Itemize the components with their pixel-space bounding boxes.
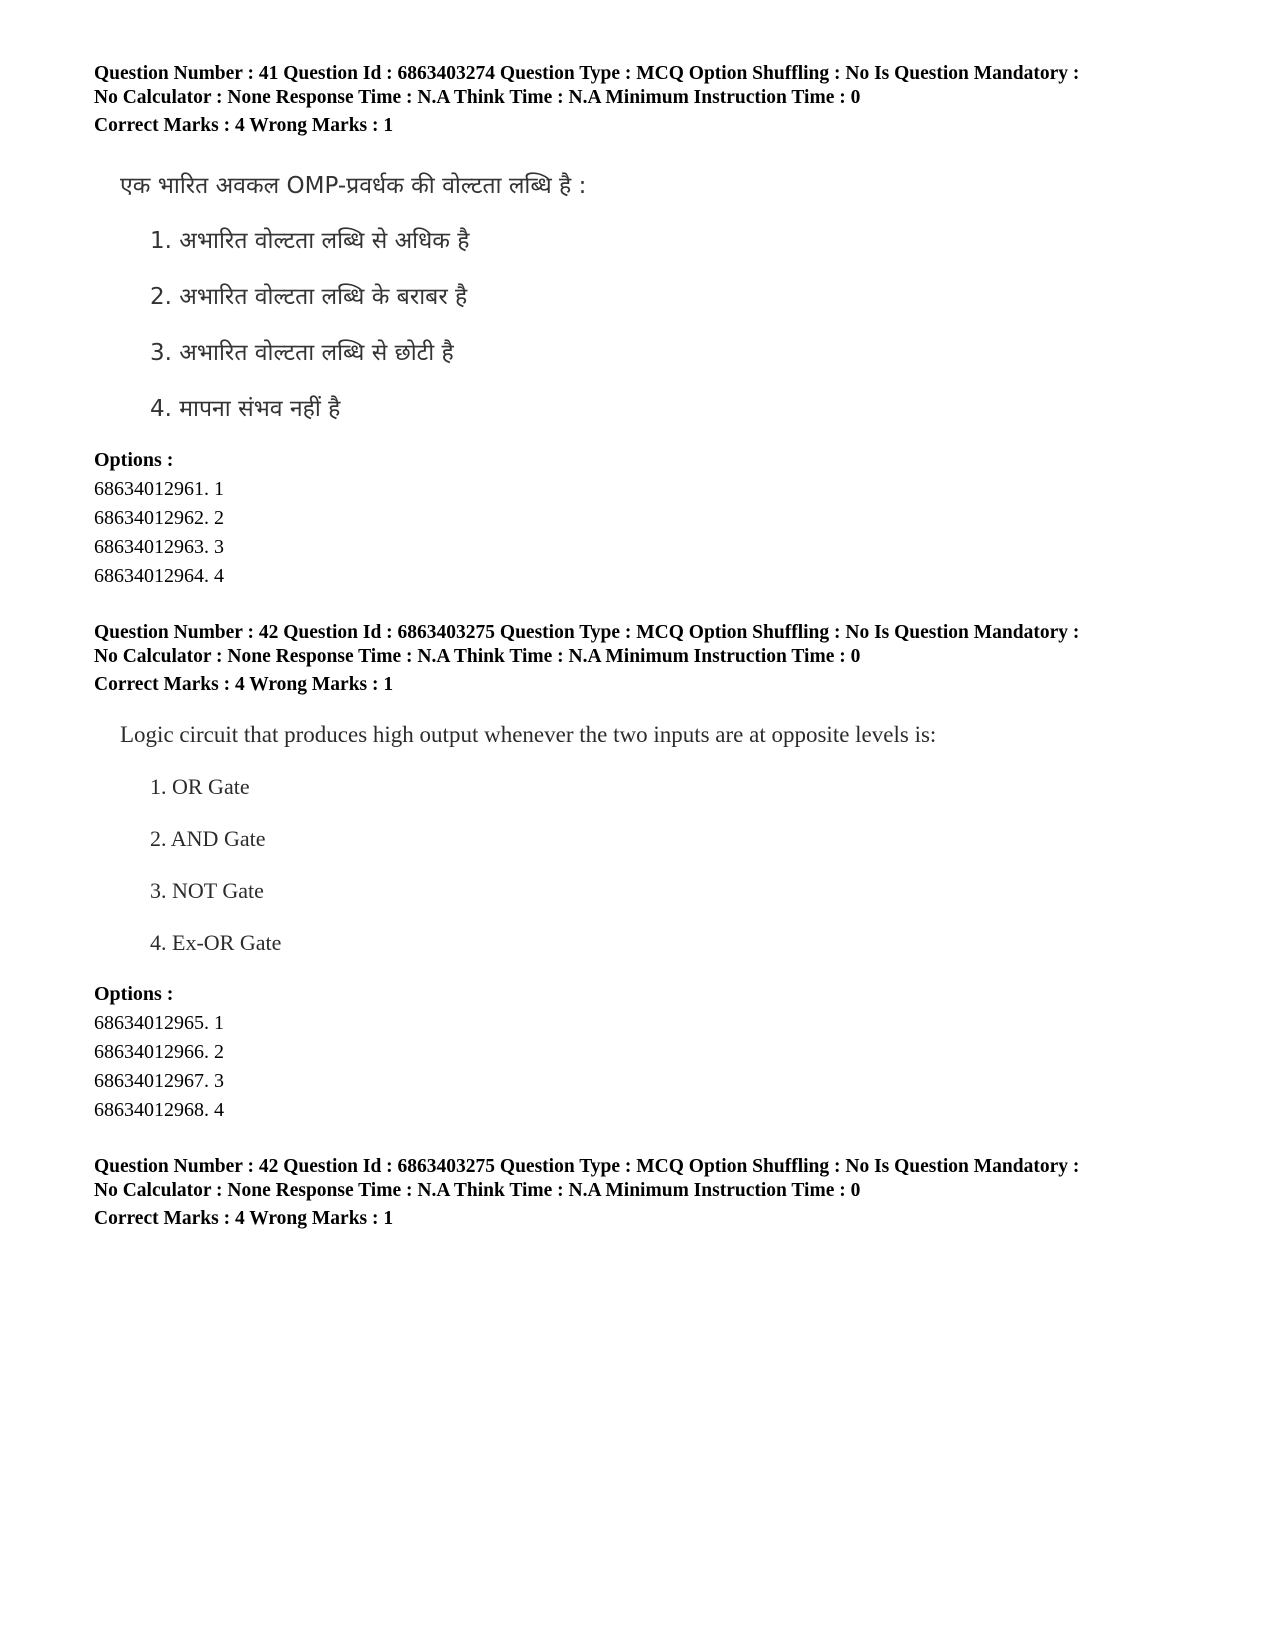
question-meta-line: No Calculator : None Response Time : N.A Think Time : N.A Minimum Instruction Time : 0 [94,1180,861,1201]
option-row: 68634012961. 1 [94,478,224,500]
question-choice: 3. NOT Gate [150,878,264,903]
question-meta-line: Question Number : 41 Question Id : 6863403274 Question Type : MCQ Option Shuffling : No Is Question Mandatory : [94,63,1080,84]
question-42-repeat-header [94,1155,1204,1231]
question-stem: Logic circuit that produces high output whenever the two inputs are at opposite levels is: [120,722,937,747]
question-marks: Correct Marks : 4 Wrong Marks : 1 [94,1208,394,1229]
option-row: 68634012962. 2 [94,507,224,529]
options-label: Options : [94,983,174,1005]
question-meta-line: Question Number : 42 Question Id : 6863403275 Question Type : MCQ Option Shuffling : No Is Question Mandatory : [94,1156,1080,1177]
option-row: 68634012968. 4 [94,1099,224,1121]
option-row: 68634012967. 3 [94,1070,224,1092]
question-choice: 1. अभारित वोल्टता लब्धि से अधिक है [150,228,470,254]
question-meta-line: Question Number : 42 Question Id : 6863403275 Question Type : MCQ Option Shuffling : No Is Question Mandatory : [94,622,1080,643]
question-42-options [94,980,224,1125]
question-stem: एक भारित अवकल OMP-प्रवर्धक की वोल्टता लब्धि है : [120,173,587,199]
question-marks: Correct Marks : 4 Wrong Marks : 1 [94,674,394,695]
question-choice: 2. AND Gate [150,826,266,851]
question-choice: 4. Ex-OR Gate [150,930,282,955]
question-42-header [94,621,1204,697]
option-row: 68634012963. 3 [94,536,224,558]
question-choice: 2. अभारित वोल्टता लब्धि के बराबर है [150,284,468,310]
options-label: Options : [94,449,174,471]
option-row: 68634012964. 4 [94,565,224,587]
question-choice: 1. OR Gate [150,774,250,799]
question-41-body [120,168,1020,443]
question-marks: Correct Marks : 4 Wrong Marks : 1 [94,115,394,136]
question-meta-line: No Calculator : None Response Time : N.A Think Time : N.A Minimum Instruction Time : 0 [94,87,861,108]
question-meta-line: No Calculator : None Response Time : N.A Think Time : N.A Minimum Instruction Time : 0 [94,646,861,667]
question-choice: 3. अभारित वोल्टता लब्धि से छोटी है [150,340,454,366]
question-choice: 4. मापना संभव नहीं है [150,396,341,422]
option-row: 68634012965. 1 [94,1012,224,1034]
question-41-header [94,62,1204,138]
question-41-options [94,446,224,591]
option-row: 68634012966. 2 [94,1041,224,1063]
question-42-body [120,722,1020,982]
